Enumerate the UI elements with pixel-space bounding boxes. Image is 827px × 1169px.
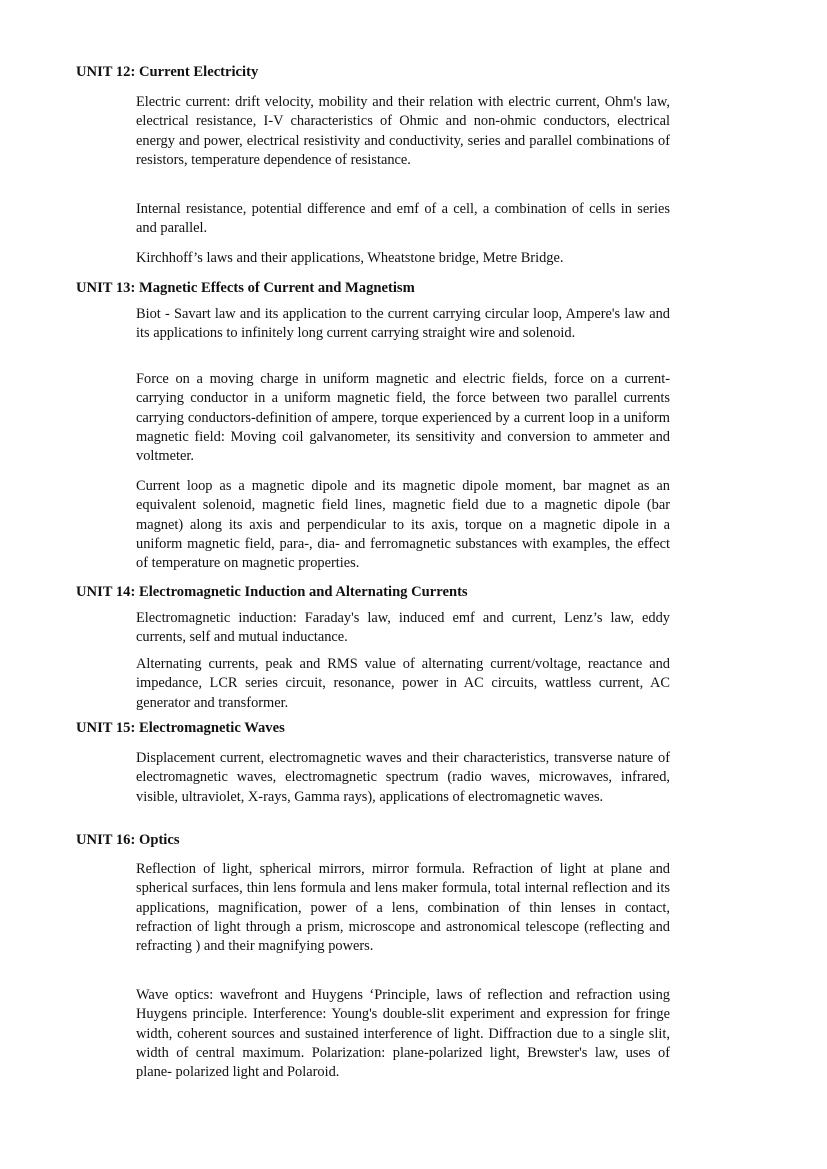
unit-16-title: UNIT 16: Optics	[76, 832, 180, 848]
unit-15-title: UNIT 15: Electromagnetic Waves	[76, 720, 285, 736]
unit-12-title: UNIT 12: Current Electricity	[76, 64, 259, 80]
unit-13-paragraph-3: Current loop as a magnetic dipole and its magnetic dipole moment, bar magnet as an equivalent solenoid, magnetic field lines, magnetic field due to a magnetic dipole (bar magnet) along its axis and perpendicular to its axis, torque on a magnetic dipole in a uniform magnetic field, para-, dia- and ferromagnetic substances with examples, the effect of temperature on magnetic properties.	[136, 478, 670, 572]
unit-15-paragraph-1: Displacement current, electromagnetic waves and their characteristics, transverse nature of electromagnetic waves, electromagnetic spectrum (radio waves, microwaves, infrared, visible, ultraviolet, X-rays, Gamma rays), applications of electromagnetic waves.	[136, 750, 670, 805]
unit-14-paragraph-2: Alternating currents, peak and RMS value of alternating current/voltage, reactance and impedance, LCR series circuit, resonance, power in AC circuits, wattless current, AC generator and transformer.	[136, 656, 670, 711]
unit-13-title: UNIT 13: Magnetic Effects of Current and Magnetism	[76, 280, 415, 296]
unit-14-paragraph-1: Electromagnetic induction: Faraday's law, induced emf and current, Lenz’s law, eddy currents, self and mutual inductance.	[136, 610, 670, 646]
unit-16-paragraph-2: Wave optics: wavefront and Huygens ‘Principle, laws of reflection and refraction using Huygens principle. Interference: Young's double-slit experiment and expression for fringe width, coherent sources and sustained interference of light. Diffraction due to a single slit, width of central maximum. Polarization: plane-polarized light, Brewster's law, uses of plane- polarized light and Polaroid.	[136, 987, 670, 1081]
unit-13-paragraph-2: Force on a moving charge in uniform magnetic and electric fields, force on a current-carrying conductor in a uniform magnetic field, the force between two parallel currents carrying conductors-definition of ampere, torque experienced by a current loop in a uniform magnetic field: Moving coil galvanometer, its sensitivity and conversion to ammeter and voltmeter.	[136, 371, 670, 465]
unit-12-paragraph-2: Internal resistance, potential difference and emf of a cell, a combination of cells in series and parallel.	[136, 201, 670, 237]
unit-12-paragraph-3: Kirchhoff’s laws and their applications, Wheatstone bridge, Metre Bridge.	[136, 250, 564, 266]
unit-16-paragraph-1: Reflection of light, spherical mirrors, mirror formula. Refraction of light at plane and spherical surfaces, thin lens formula and lens maker formula, total internal reflection and its applications, magnification, power of a lens, combination of thin lenses in contact, refraction of light through a prism, microscope and astronomical telescope (reflecting and refracting ) and their magnifying powers.	[136, 861, 670, 955]
unit-12-paragraph-1: Electric current: drift velocity, mobility and their relation with electric current, Ohm's law, electrical resistance, I-V characteristics of Ohmic and non-ohmic conductors, electrical energy and power, electrical resistivity and conductivity, series and parallel combinations of resistors, temperature dependence of resistance.	[136, 94, 670, 168]
unit-14-title: UNIT 14: Electromagnetic Induction and Alternating Currents	[76, 584, 468, 600]
unit-13-paragraph-1: Biot - Savart law and its application to the current carrying circular loop, Ampere's law and its applications to infinitely long current carrying straight wire and solenoid.	[136, 306, 670, 342]
